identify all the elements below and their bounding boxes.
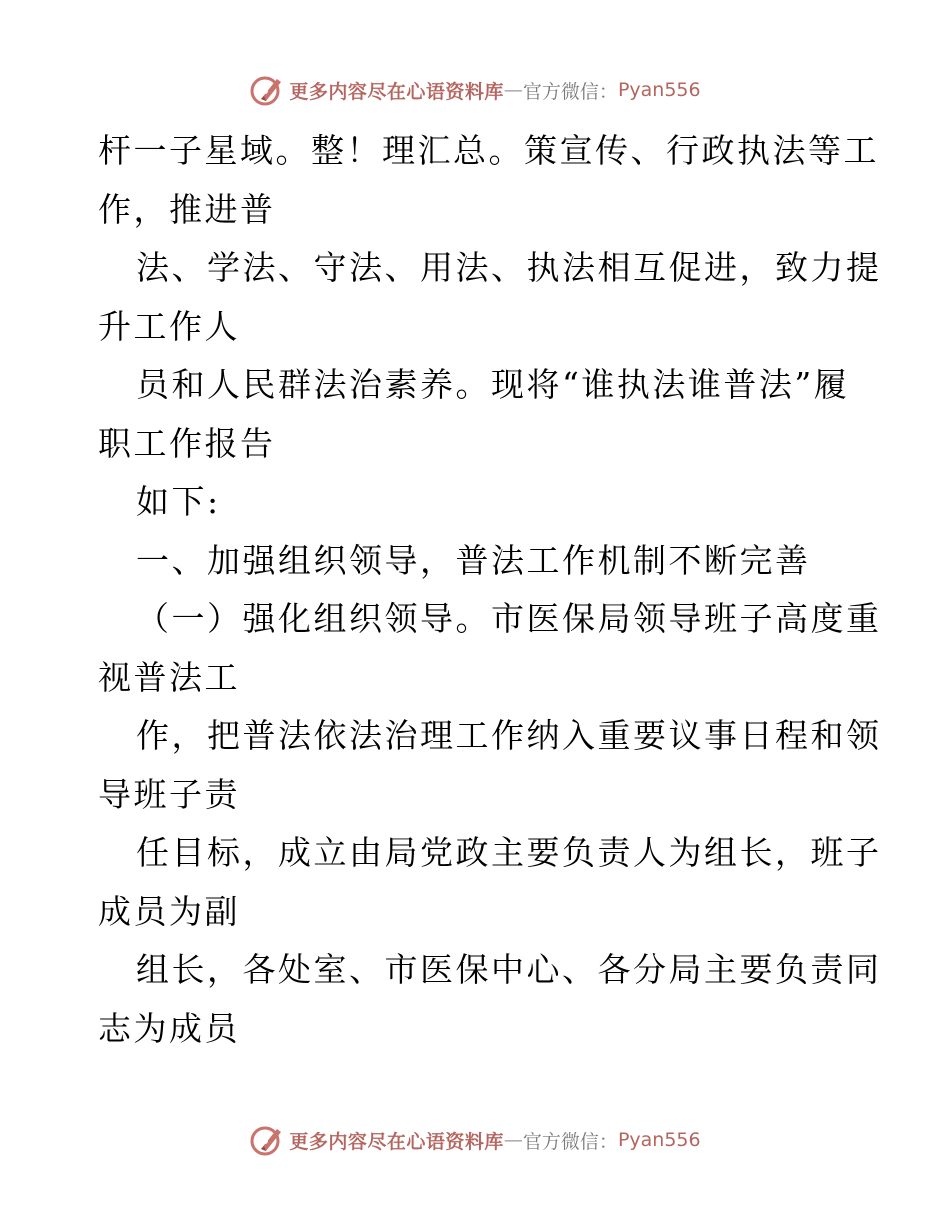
text-line: 导班子责	[98, 774, 240, 814]
text-line: 成员为副	[98, 891, 240, 931]
text-line: 职工作报告	[98, 423, 276, 463]
wechat-id: Pyan556	[617, 79, 701, 101]
text-line: 杆一子星域。整！理汇总。策宣传、行政执法等工	[98, 131, 879, 170]
text-line: 作，把普法依法治理工作纳入重要议事日程和领	[136, 716, 882, 755]
watermark-banner-top	[0, 70, 950, 110]
text-line: 如下:	[136, 482, 221, 521]
text-line: 作，推进普	[98, 189, 276, 229]
text-line: 组长，各处室、市医保中心、各分局主要负责同	[136, 950, 882, 989]
text-line: 任目标，成立由局党政主要负责人为组长，班子	[136, 833, 882, 872]
pen-nib-circle-icon	[249, 72, 285, 108]
watermark-banner-bottom	[0, 1120, 950, 1160]
section-heading: 一、加强组织领导，普法工作机制不断完善	[136, 540, 811, 580]
text-line: 志为成员	[98, 1008, 240, 1048]
site-name: 更多内容尽在心语资料库	[289, 80, 504, 103]
site-name: 更多内容尽在心语资料库	[289, 1130, 504, 1153]
text-line: 视普法工	[98, 657, 240, 697]
separator: —	[503, 79, 523, 101]
text-line: 法、学法、守法、用法、执法相互促进，致力提	[136, 248, 882, 287]
wechat-id: Pyan556	[617, 1129, 701, 1151]
pen-nib-circle-icon	[249, 1122, 285, 1158]
text-line: 升工作人	[98, 306, 240, 346]
text-line: 员和人民群法治素养。现将“谁执法谁普法”履	[136, 365, 850, 404]
separator: —	[503, 1129, 523, 1151]
wechat-label: 官方微信：	[522, 1130, 618, 1153]
text-line: （一）强化组织领导。市医保局领导班子高度重	[136, 599, 882, 638]
wechat-label: 官方微信：	[522, 80, 618, 103]
document-body	[98, 122, 882, 1058]
